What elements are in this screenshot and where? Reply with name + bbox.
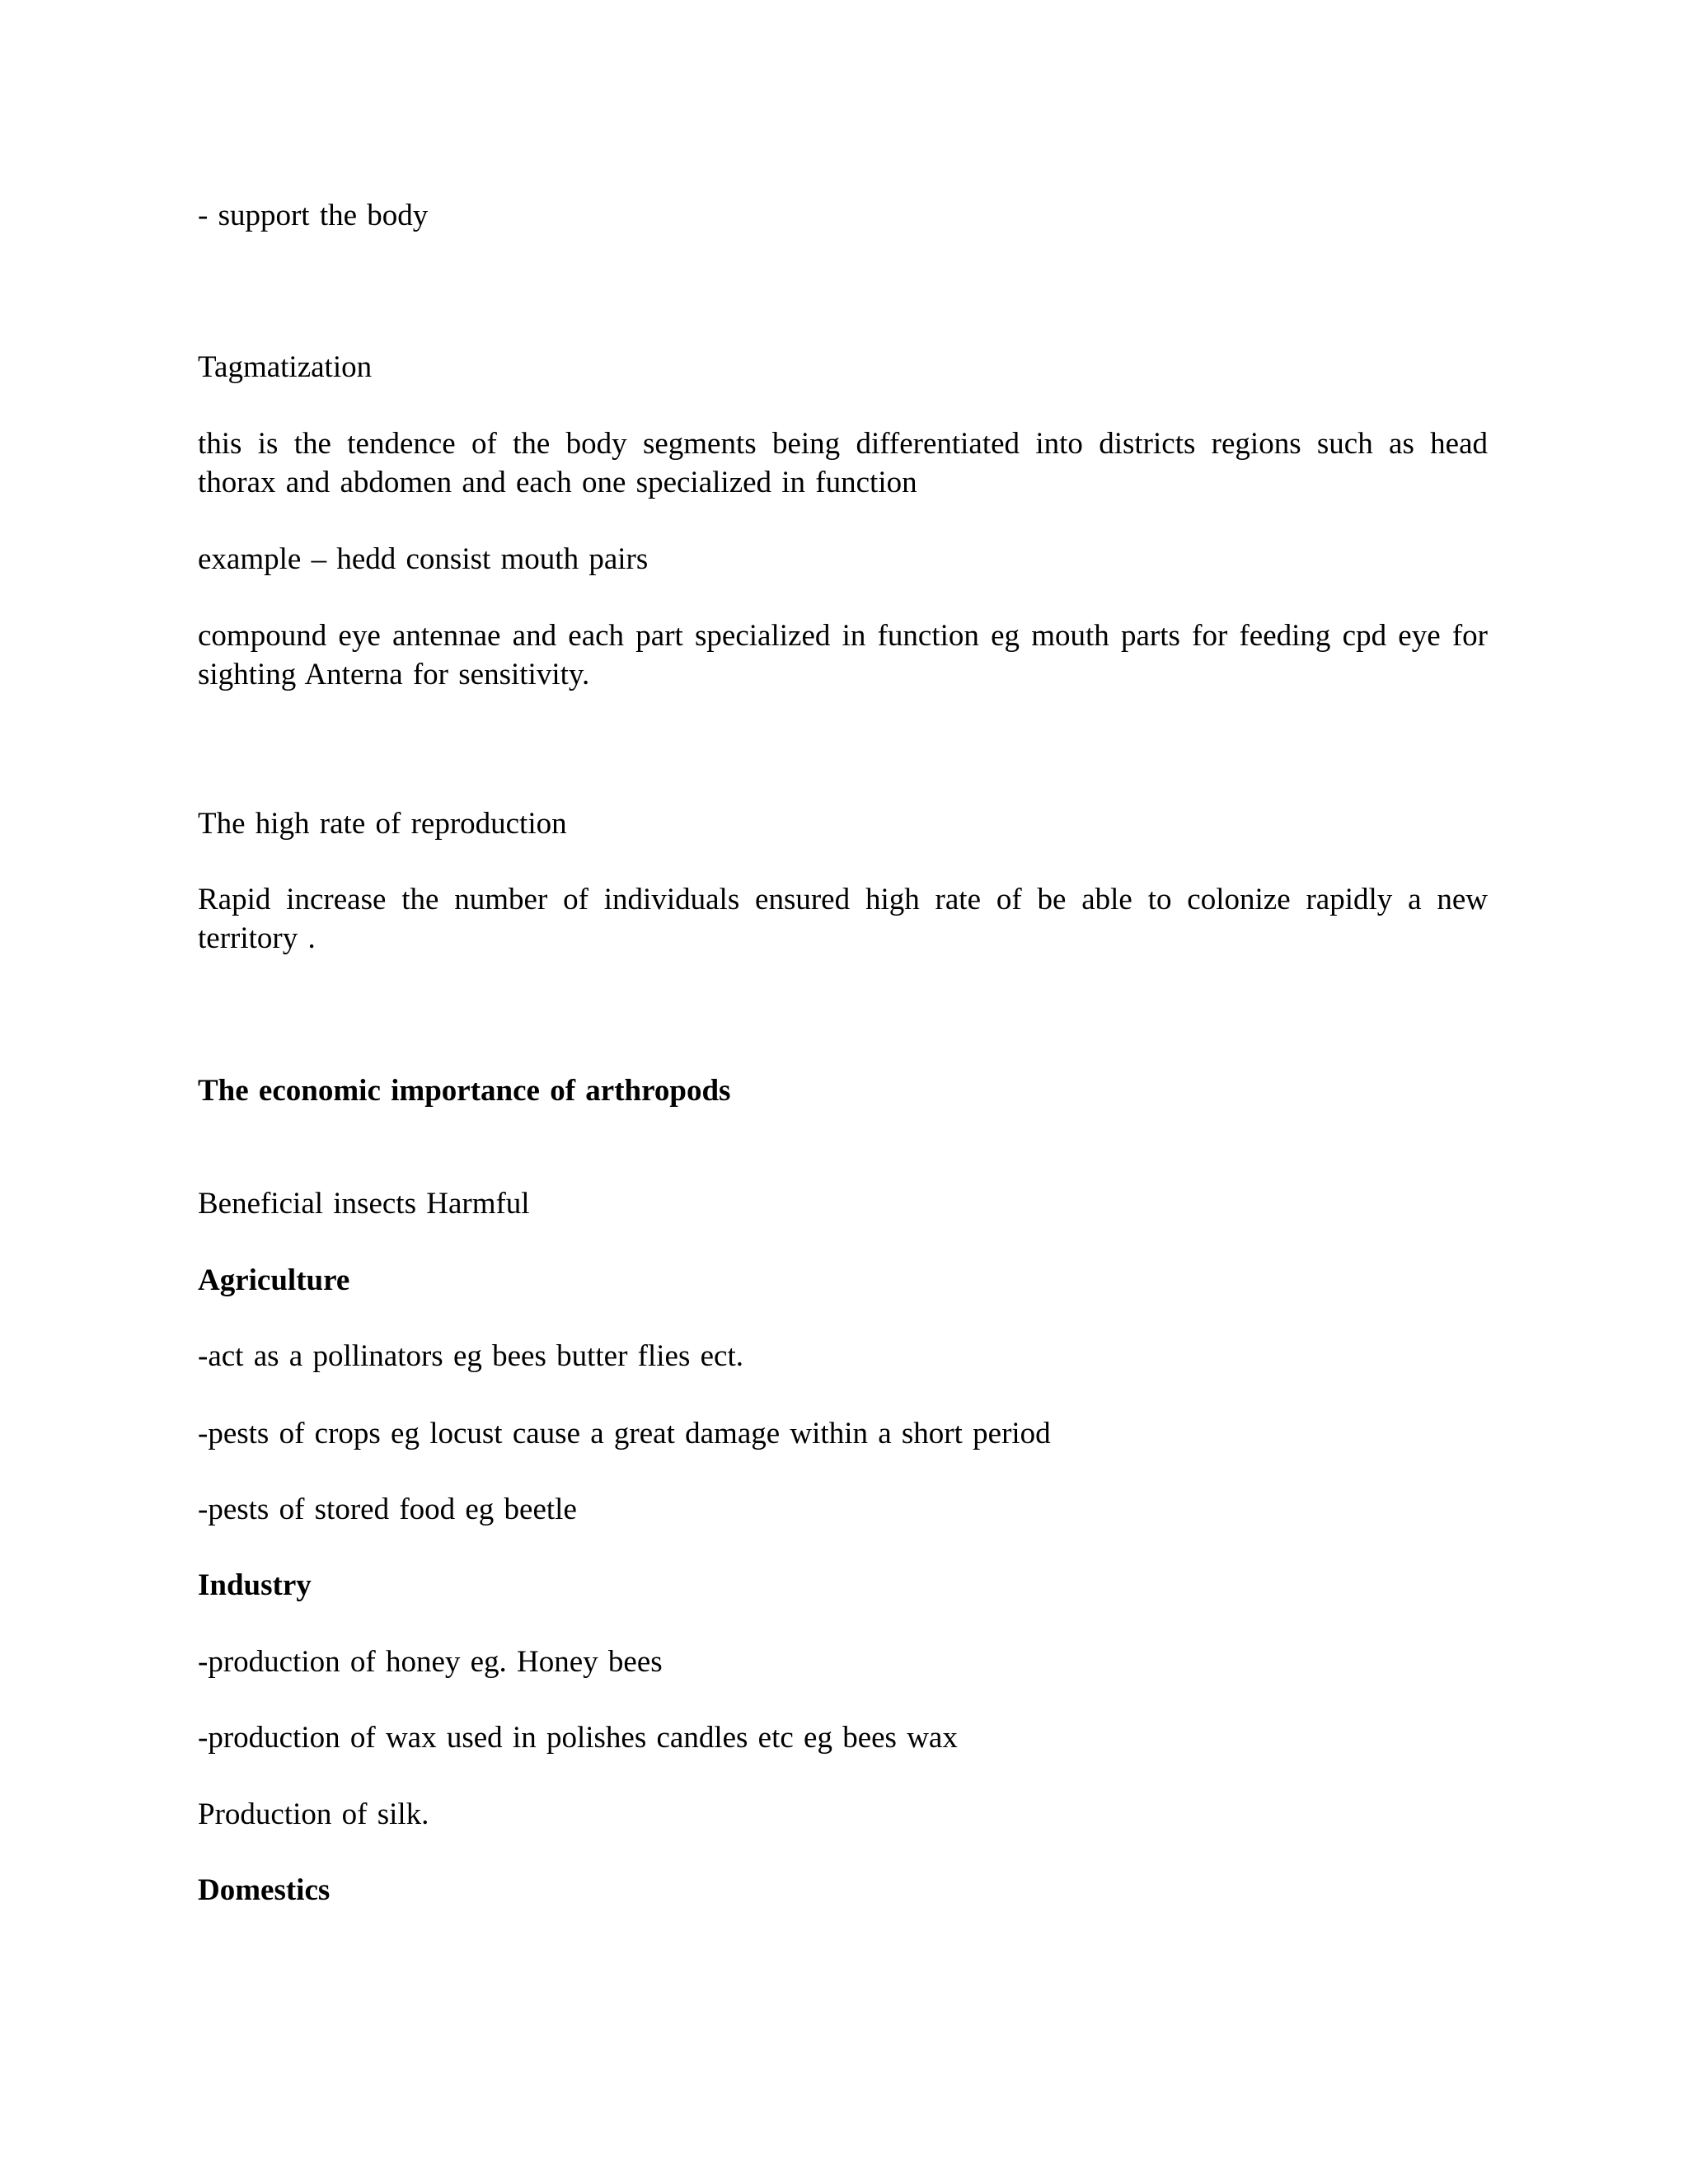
- reproduction-heading: The high rate of reproduction: [198, 807, 567, 841]
- support-body-line: - support the body: [198, 199, 429, 232]
- example-line: example – hedd consist mouth pairs: [198, 542, 649, 576]
- tagmatization-heading: Tagmatization: [198, 350, 373, 384]
- domestics-heading: Domestics: [198, 1873, 331, 1907]
- compound-eye-paragraph: compound eye antennae and each part specialized in function eg mouth parts for feeding cpd eye for sighting Anterna for sensitivity.: [198, 619, 1488, 691]
- pests-crops-line: -pests of crops eg locust cause a great damage within a short period: [198, 1417, 1051, 1451]
- tagmatization-paragraph: this is the tendence of the body segments being differentiated into districts regions such as head thorax and abdomen and each one specialized in function: [198, 427, 1488, 499]
- industry-heading: Industry: [198, 1568, 312, 1602]
- pests-stored-food-line: -pests of stored food eg beetle: [198, 1493, 577, 1526]
- silk-production-line: Production of silk.: [198, 1797, 429, 1831]
- wax-production-line: -production of wax used in polishes candles etc eg bees wax: [198, 1721, 958, 1755]
- pollinators-line: -act as a pollinators eg bees butter flies ect.: [198, 1339, 743, 1373]
- reproduction-paragraph: Rapid increase the number of individuals ensured high rate of be able to colonize rapidly a new territory .: [198, 883, 1488, 955]
- honey-production-line: -production of honey eg. Honey bees: [198, 1645, 663, 1679]
- economic-importance-heading: The economic importance of arthropods: [198, 1074, 731, 1108]
- agriculture-heading: Agriculture: [198, 1263, 350, 1297]
- beneficial-insects-line: Beneficial insects Harmful: [198, 1187, 530, 1221]
